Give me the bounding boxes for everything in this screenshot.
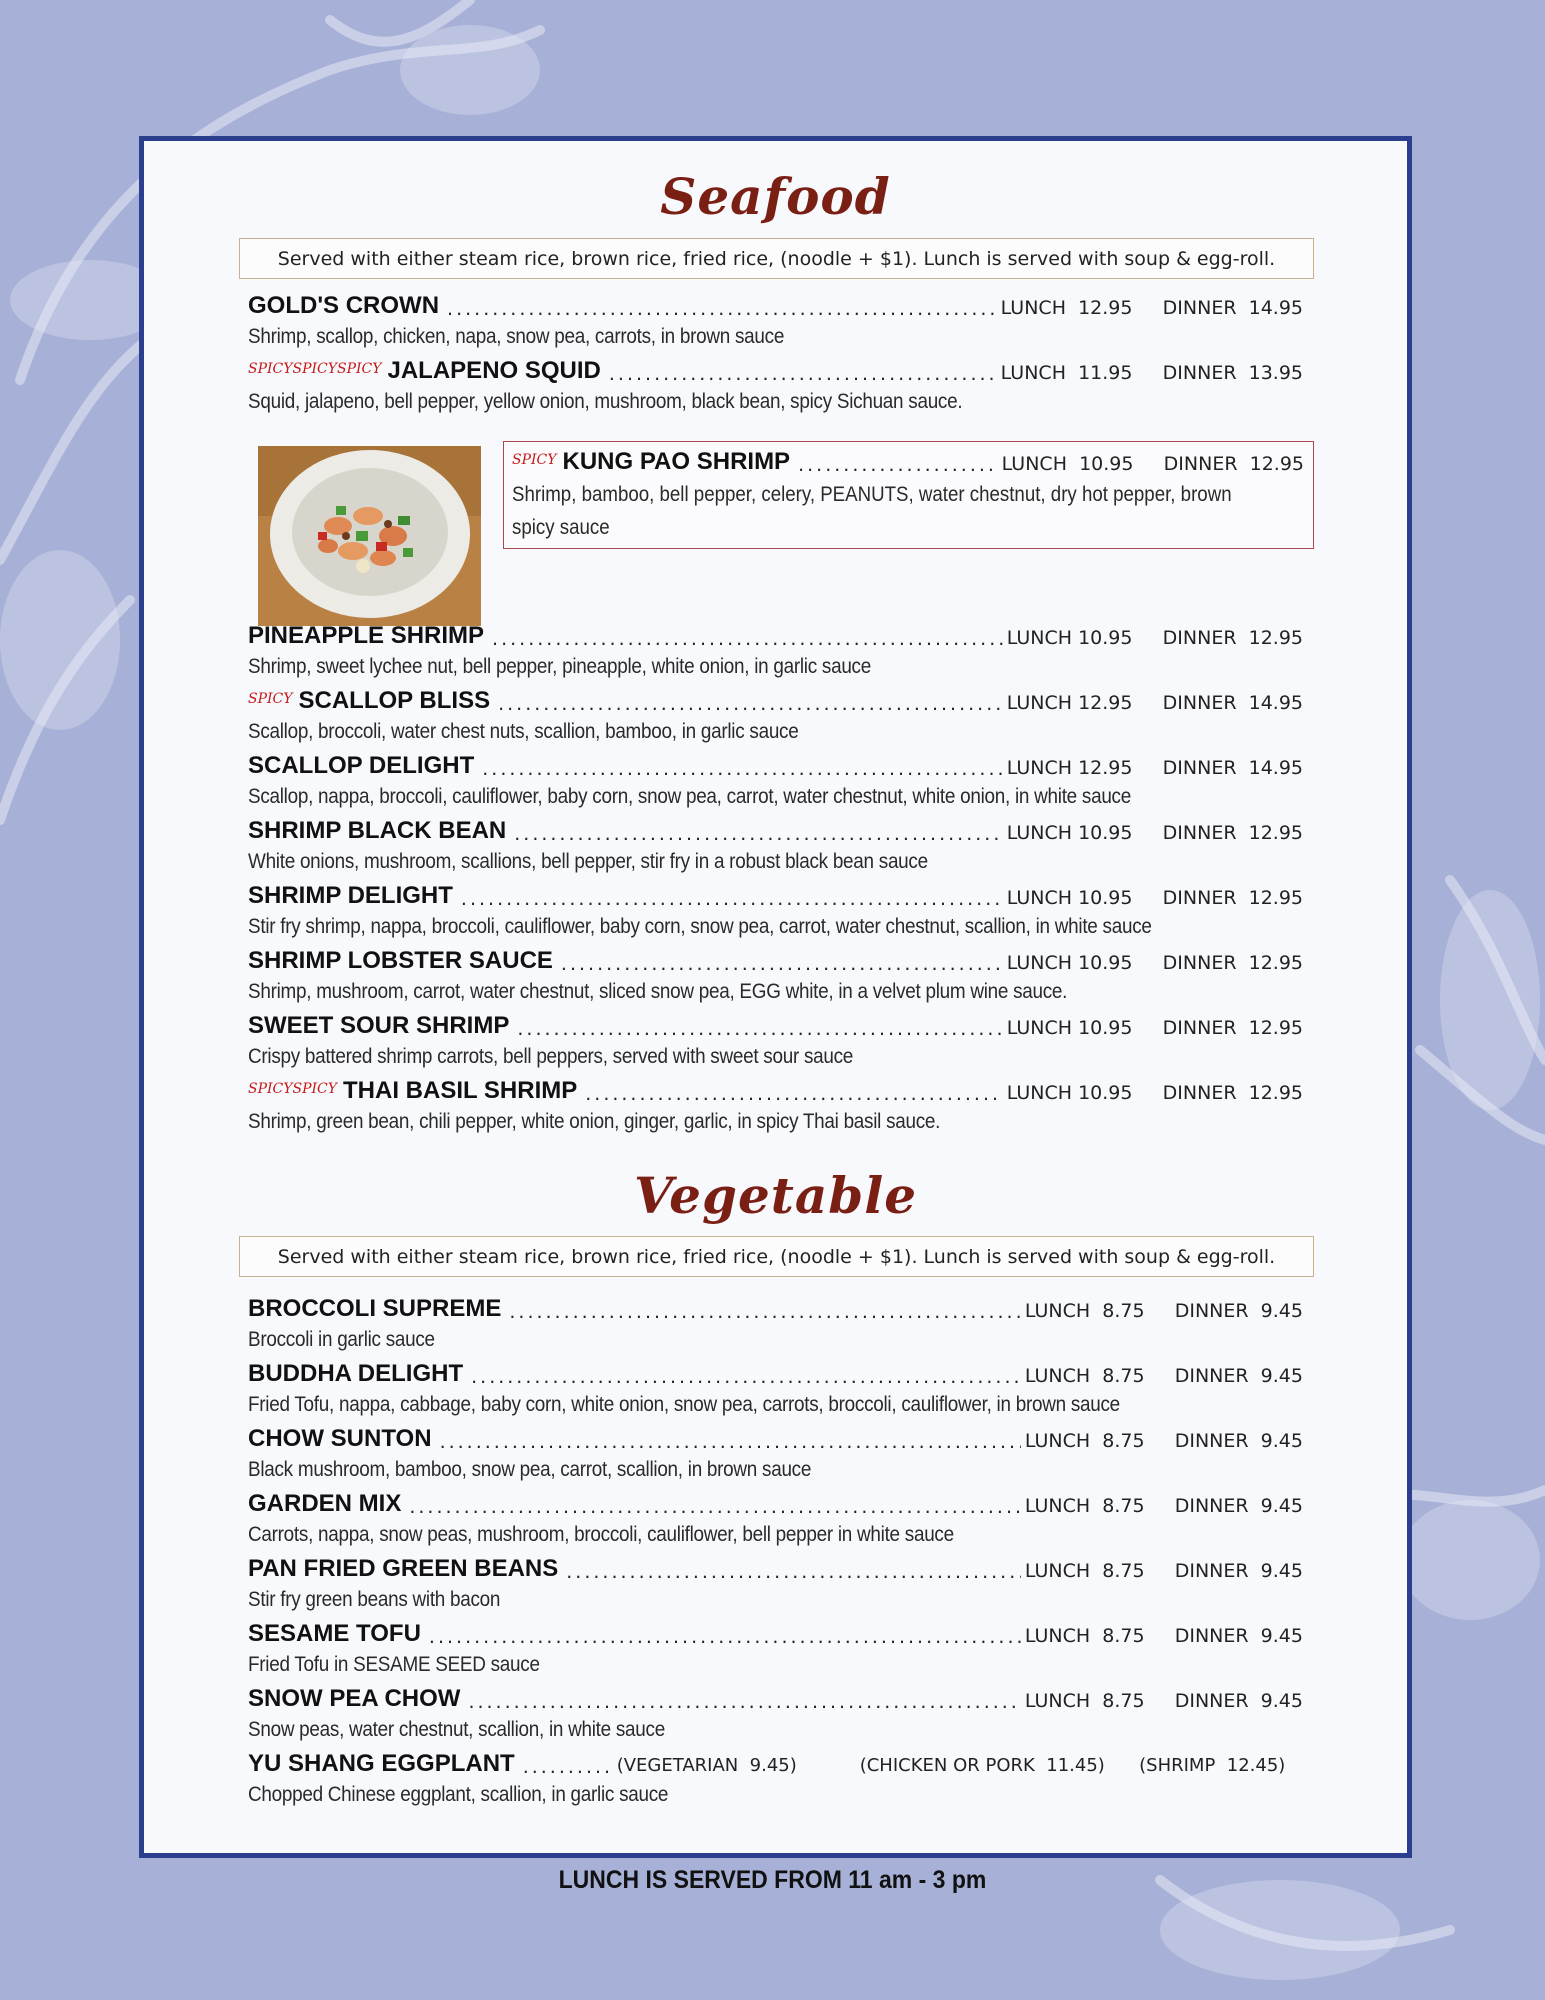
menu-item-row	[248, 816, 1303, 846]
item-price: LUNCH 10.95 DINNER 12.95	[1006, 952, 1303, 974]
menu-item-row	[248, 1011, 1303, 1041]
menu-item-row	[248, 1076, 1303, 1106]
leader-dots	[409, 1495, 1021, 1519]
item-description: Shrimp, green bean, chili pepper, white onion, ginger, garlic, in spicy Thai basil sauce.	[248, 1110, 941, 1133]
leader-dots	[498, 692, 1003, 716]
item-description: Fried Tofu in SESAME SEED sauce	[248, 1653, 540, 1676]
item-name: SHRIMP LOBSTER SAUCE	[248, 947, 553, 974]
item-price: LUNCH 8.75 DINNER 9.45	[1024, 1560, 1303, 1582]
item-name: PINEAPPLE SHRIMP	[248, 622, 485, 649]
menu-item-row	[248, 1294, 1303, 1324]
item-name: JALAPENO SQUID	[387, 357, 601, 384]
item-name: BUDDHA DELIGHT	[248, 1360, 464, 1387]
item-name: GOLD'S CROWN	[248, 292, 440, 319]
item-description: Shrimp, bamboo, bell pepper, celery, PEANUTS, water chestnut, dry hot pepper, brown spicy sauce	[512, 483, 1232, 539]
leader-dots	[492, 627, 1003, 651]
item-name: SNOW PEA CHOW	[248, 1685, 461, 1712]
item-price: LUNCH 10.95 DINNER 12.95	[1006, 1082, 1303, 1104]
item-name: SESAME TOFU	[248, 1620, 421, 1647]
item-description: Scallop, broccoli, water chest nuts, scallion, bamboo, in garlic sauce	[248, 720, 799, 743]
item-price: LUNCH 8.75 DINNER 9.45	[1024, 1300, 1303, 1322]
kung-pao-shrimp-photo	[258, 446, 481, 626]
item-name: GARDEN MIX	[248, 1490, 402, 1517]
vegetable-notice: Served with either steam rice, brown rice, fried rice, (noodle + $1). Lunch is served with soup & egg-roll.	[239, 1236, 1314, 1277]
item-description: Black mushroom, bamboo, snow pea, carrot, scallion, in brown sauce	[248, 1458, 812, 1481]
leader-dots	[585, 1082, 1002, 1106]
item-name: SCALLOP BLISS	[298, 687, 491, 714]
item-name: SHRIMP DELIGHT	[248, 882, 453, 909]
spicy-icon: SPICYSPICYSPICY	[248, 361, 382, 377]
spicy-icon: SPICYSPICY	[248, 1081, 337, 1097]
item-price: LUNCH 10.95 DINNER 12.95	[1006, 1017, 1303, 1039]
item-description: Shrimp, scallop, chicken, napa, snow pea, carrots, in brown sauce	[248, 325, 785, 348]
item-description: Scallop, nappa, broccoli, cauliflower, baby corn, snow pea, carrot, water chestnut, white onion, in white sauce	[248, 785, 1131, 808]
leader-dots	[461, 887, 1003, 911]
item-name: SHRIMP BLACK BEAN	[248, 817, 507, 844]
leader-dots	[509, 1300, 1020, 1324]
item-price: LUNCH 12.95 DINNER 14.95	[1006, 692, 1303, 714]
item-price: LUNCH 8.75 DINNER 9.45	[1024, 1495, 1303, 1517]
leader-dots	[471, 1365, 1021, 1389]
item-description: Shrimp, sweet lychee nut, bell pepper, pineapple, white onion, in garlic sauce	[248, 655, 871, 678]
menu-item-row	[248, 881, 1303, 911]
item-name: BROCCOLI SUPREME	[248, 1295, 502, 1322]
menu-panel	[139, 136, 1412, 1858]
lunch-hours-note: LUNCH IS SERVED FROM 11 am - 3 pm	[558, 1866, 987, 1894]
leader-dots	[468, 1690, 1020, 1714]
item-description: Shrimp, mushroom, carrot, water chestnut, sliced snow pea, EGG white, in a velvet plum wine sauce.	[248, 980, 1068, 1003]
menu-item-row	[248, 1684, 1303, 1714]
item-description: Chopped Chinese eggplant, scallion, in garlic sauce	[248, 1783, 669, 1806]
item-price: LUNCH 8.75 DINNER 9.45	[1024, 1625, 1303, 1647]
menu-item-row	[248, 621, 1303, 651]
leader-dots	[566, 1560, 1021, 1584]
item-name: KUNG PAO SHRIMP	[562, 448, 791, 475]
item-name: THAI BASIL SHRIMP	[343, 1077, 578, 1104]
item-description: Carrots, nappa, snow peas, mushroom, broccoli, cauliflower, bell pepper in white sauce	[248, 1523, 954, 1546]
item-name: YU SHANG EGGPLANT	[248, 1750, 515, 1777]
leader-dots	[523, 1755, 613, 1779]
menu-item-row	[248, 1359, 1303, 1389]
item-name: SCALLOP DELIGHT	[248, 752, 475, 779]
menu-item-row	[248, 291, 1303, 321]
item-price: LUNCH 10.95 DINNER 12.95	[1001, 453, 1304, 475]
featured-item-box	[503, 441, 1314, 549]
menu-item-row	[248, 1554, 1303, 1584]
item-name: CHOW SUNTON	[248, 1425, 432, 1452]
menu-item-row	[512, 447, 1304, 477]
item-price: LUNCH 10.95 DINNER 12.95	[1006, 887, 1303, 909]
item-description: Fried Tofu, nappa, cabbage, baby corn, white onion, snow pea, carrots, broccoli, cauliflower, in brown sauce	[248, 1393, 1120, 1416]
item-description: White onions, mushroom, scallions, bell pepper, stir fry in a robust black bean sauce	[248, 850, 928, 873]
item-description: Stir fry shrimp, nappa, broccoli, cauliflower, baby corn, snow pea, carrot, water chestnut, scallion, in white sauce	[248, 915, 1152, 938]
leader-dots	[429, 1625, 1021, 1649]
leader-dots	[440, 1430, 1021, 1454]
item-description: Squid, jalapeno, bell pepper, yellow onion, mushroom, black bean, spicy Sichuan sauce.	[248, 390, 963, 413]
item-price: LUNCH 11.95 DINNER 13.95	[1000, 362, 1303, 384]
item-price: LUNCH 10.95 DINNER 12.95	[1006, 822, 1303, 844]
spicy-icon: SPICY	[512, 452, 557, 468]
menu-item-row	[248, 1749, 1303, 1779]
spicy-icon: SPICY	[248, 691, 293, 707]
item-price: LUNCH 8.75 DINNER 9.45	[1024, 1430, 1303, 1452]
item-name: PAN FRIED GREEN BEANS	[248, 1555, 559, 1582]
menu-item-row	[248, 1619, 1303, 1649]
menu-item-row	[248, 686, 1303, 716]
menu-item-row	[248, 1489, 1303, 1519]
section-title-seafood: Seafood	[660, 167, 891, 226]
item-name: SWEET SOUR SHRIMP	[248, 1012, 510, 1039]
menu-item-row	[248, 1424, 1303, 1454]
item-description: Broccoli in garlic sauce	[248, 1328, 435, 1351]
seafood-notice: Served with either steam rice, brown rice, fried rice, (noodle + $1). Lunch is served with soup & egg-roll.	[239, 238, 1314, 279]
item-price: LUNCH 10.95 DINNER 12.95	[1006, 627, 1303, 649]
item-price: LUNCH 8.75 DINNER 9.45	[1024, 1365, 1303, 1387]
item-description: Crispy battered shrimp carrots, bell peppers, served with sweet sour sauce	[248, 1045, 854, 1068]
item-price: LUNCH 12.95 DINNER 14.95	[1000, 297, 1303, 319]
menu-item-row	[248, 751, 1303, 781]
leader-dots	[609, 362, 997, 386]
leader-dots	[517, 1017, 1002, 1041]
leader-dots	[482, 757, 1002, 781]
leader-dots	[798, 453, 998, 477]
leader-dots	[561, 952, 1003, 976]
menu-item-row	[248, 356, 1303, 386]
leader-dots	[447, 297, 997, 321]
section-title-vegetable: Vegetable	[633, 1166, 918, 1225]
item-price: LUNCH 12.95 DINNER 14.95	[1006, 757, 1303, 779]
item-description: Snow peas, water chestnut, scallion, in white sauce	[248, 1718, 665, 1741]
item-price: (VEGETARIAN 9.45) (CHICKEN OR PORK 11.45) (SHRIMP 12.45)	[616, 1755, 1286, 1776]
item-price: LUNCH 8.75 DINNER 9.45	[1024, 1690, 1303, 1712]
item-description: Stir fry green beans with bacon	[248, 1588, 501, 1611]
leader-dots	[514, 822, 1002, 846]
menu-item-row	[248, 946, 1303, 976]
